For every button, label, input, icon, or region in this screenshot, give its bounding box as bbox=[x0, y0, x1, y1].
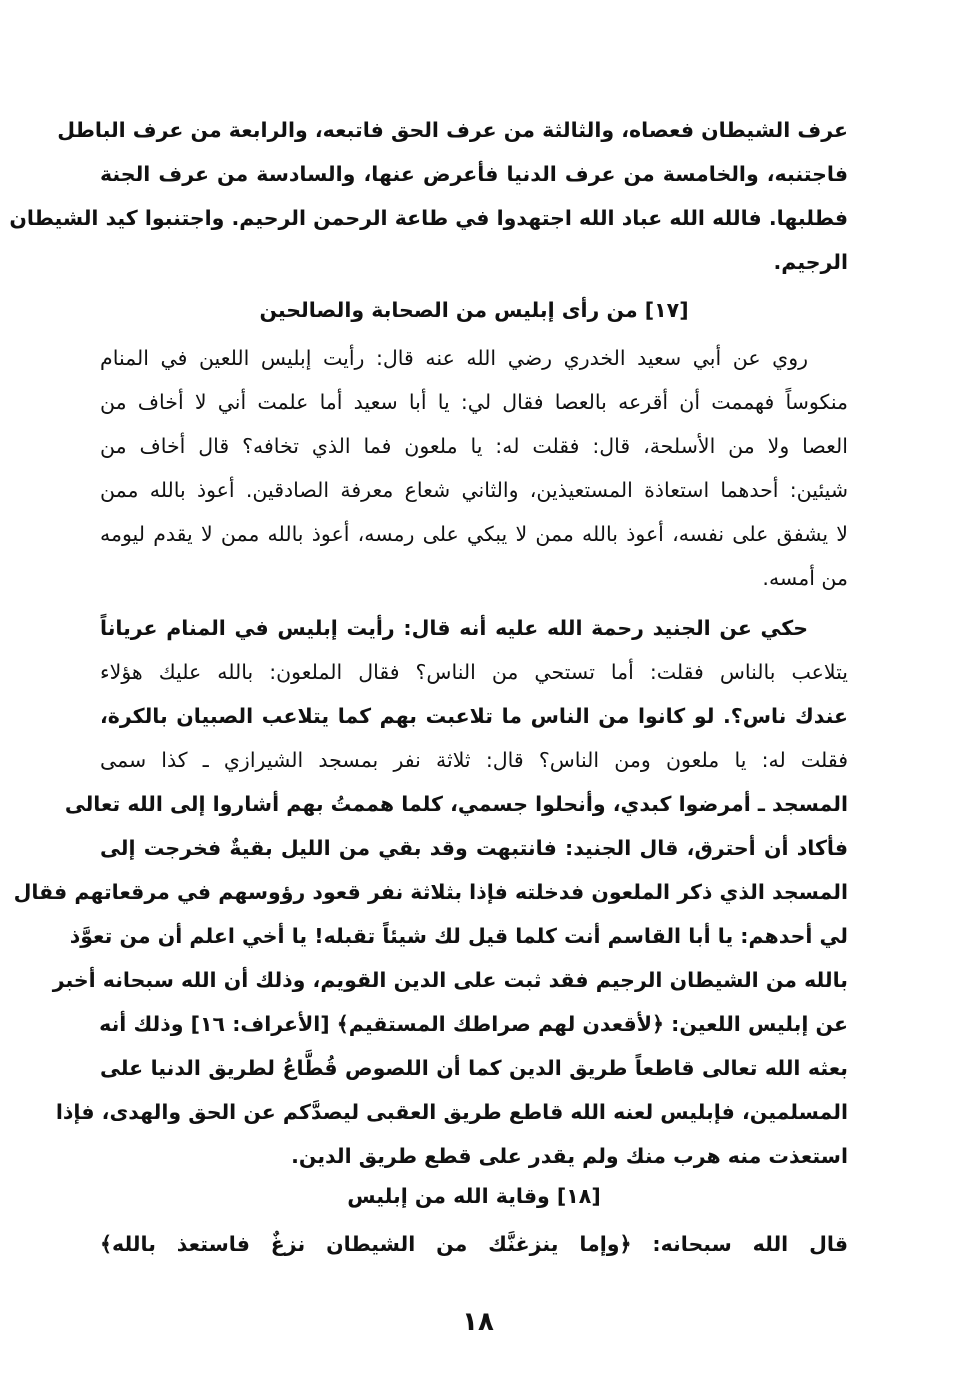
paragraph-opening bbox=[9, 108, 848, 284]
text-line: المسجد ـ أمرضوا كبدي، وأنحلوا جسمي، كلما هممتُ بهم أشاروا إلى الله تعالى bbox=[64, 792, 848, 816]
text-line: عرف الشيطان فعصاه، والثالثة من عرف الحق فاتبعه، والرابعة من عرف الباطل bbox=[57, 118, 848, 142]
text-line: روي عن أبي سعيد الخدري رضي الله عنه قال: رأيت إبليس اللعين في المنام bbox=[100, 346, 808, 370]
text-line: عن إبليس اللعين: ﴿لأقعدن لهم صراطك المستقيم﴾ [الأعراف: ١٦] وذلك أنه bbox=[99, 1012, 848, 1036]
text-line: منكوساً فهممت أن أقرعه بالعصا فقال لي: يا أبا سعيد أما علمت أني لا أخاف من bbox=[100, 390, 848, 414]
text-line: استعذت منه هرب منك ولم يقدر على قطع طريق الدين. bbox=[291, 1144, 848, 1168]
paragraph-junayd bbox=[13, 606, 848, 1178]
text-line: المسلمين، فإبليس لعنه الله قاطع طريق العقبى ليصدَّكم عن الحق والهدى، فإذا bbox=[55, 1100, 848, 1124]
page-number: ١٨ bbox=[462, 1307, 494, 1337]
text-line: من أمسه. bbox=[762, 566, 848, 590]
text-line: شيئين: أحدهما استعاذة المستعيذين، والثاني شعاع معرفة الصادقين. أعوذ بالله ممن bbox=[100, 478, 848, 502]
text-line: العصا ولا من الأسلحة، قال: فقلت له: يا ملعون فما الذي تخافه؟ قال أخاف من bbox=[100, 434, 848, 458]
paragraph-abu-said bbox=[100, 336, 848, 600]
text-line: فطلبها. فالله الله عباد الله اجتهدوا في طاعة الرحمن الرحيم. واجتنبوا كيد الشيطان bbox=[9, 206, 848, 230]
text-line: فقلت له: يا ملعون ومن الناس؟ قال: ثلاثة نفر بمسجد الشيرازي ـ كذا سمى bbox=[100, 748, 848, 772]
text-line: الرجيم. bbox=[773, 250, 848, 274]
text-line: حكي عن الجنيد رحمة الله عليه أنه قال: رأيت إبليس في المنام عرياناً bbox=[100, 616, 808, 640]
text-line: لا يشفق على نفسه، أعوذ بالله ممن لا يبكي على رمسه، أعوذ بالله ممن لا يقدم ليومه bbox=[100, 522, 848, 546]
text-line: بالله من الشيطان الرجيم فقد ثبت على الدين القويم، وذلك أن الله سبحانه أخبر bbox=[52, 968, 848, 992]
text-line: لي أحدهم: يا أبا القاسم أنت كلما قيل لك شيئاً تقبله! يا أخي اعلم أن من تعوَّذ bbox=[69, 924, 848, 948]
text-line: المسجد الذي ذكر الملعون فدخلته فإذا بثلاثة نفر قعود رؤوسهم في مرقعاتهم فقال bbox=[13, 880, 848, 904]
paragraph-quran-verse bbox=[100, 1222, 848, 1266]
text-line: عندك ناس؟. لو كانوا من الناس ما تلاعبت بهم كما يتلاعب الصبيان بالكرة، bbox=[100, 704, 848, 728]
text-line: فاجتنبه، والخامسة من عرف الدنيا فأعرض عنها، والسادسة من عرف الجنة bbox=[100, 162, 848, 186]
text-line: قال الله سبحانه: ﴿وإما ينزغنَّك من الشيطان نزغٌ فاستعذ بالله﴾ bbox=[100, 1232, 848, 1256]
section-heading-18: [١٨] وقاية الله من إبليس bbox=[347, 1184, 601, 1208]
section-heading-17: [١٧] من رأى إبليس من الصحابة والصالحين bbox=[259, 298, 689, 322]
text-line: فأكاد أن أحترق، قال الجنيد: فانتبهت وقد بقي من الليل بقيةٌ فخرجت إلى bbox=[100, 836, 848, 860]
text-line: بعثه الله تعالى قاطعاً طريق الدين كما أن اللصوص قُطَّاعُ لطريق الدنيا على bbox=[100, 1056, 848, 1080]
text-line: يتلاعب بالناس فقلت: أما تستحي من الناس؟ فقال الملعون: بالله عليك هؤلاء bbox=[100, 660, 848, 684]
